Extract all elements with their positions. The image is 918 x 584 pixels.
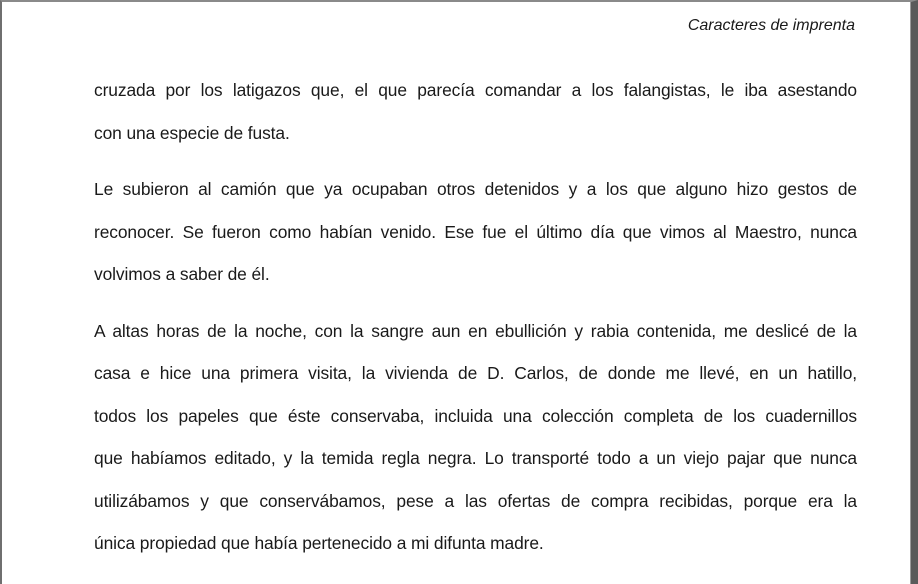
paragraph-3-line-4: que habíamos editado, y la temida regla negra. Lo transporté todo a un viejo pajar que nunca bbox=[94, 448, 857, 468]
paragraph-1-line-2: con una especie de fusta. bbox=[94, 122, 290, 143]
paragraph-3-line-2: casa e hice una primera visita, la vivienda de D. Carlos, de donde me llevé, en un hatillo, bbox=[94, 363, 857, 383]
paragraph-gap bbox=[94, 163, 857, 177]
paragraph-3-line-5: utilizábamos y que conservábamos, pese a las ofertas de compra recibidas, porque era la bbox=[94, 490, 857, 511]
paragraph-2-line-3: volvimos a saber de él. bbox=[94, 264, 270, 284]
paragraph-2-line-2: reconocer. Se fueron como habían venido. Ese fue el último día que vimos al Maestro, nunca bbox=[94, 221, 857, 242]
paragraph-3-line-1: A altas horas de la noche, con la sangre aun en ebullición y rabia contenida, me deslicé de la bbox=[94, 320, 857, 341]
paragraph-3-line-6: única propiedad que había pertenecido a mi difunta madre. bbox=[94, 533, 544, 553]
running-header: Caracteres de imprenta bbox=[687, 17, 855, 34]
paragraph-2-line-1: Le subieron al camión que ya ocupaban otros detenidos y a los que alguno hizo gestos de bbox=[94, 179, 857, 199]
body-text bbox=[94, 78, 857, 574]
paragraph-3-line-3: todos los papeles que éste conservaba, incluida una colección completa de los cuadernillos bbox=[94, 405, 857, 426]
paragraph-1-line-1: cruzada por los latigazos que, el que parecía comandar a los falangistas, le iba asestando bbox=[94, 80, 857, 100]
paragraph-gap bbox=[94, 305, 857, 319]
